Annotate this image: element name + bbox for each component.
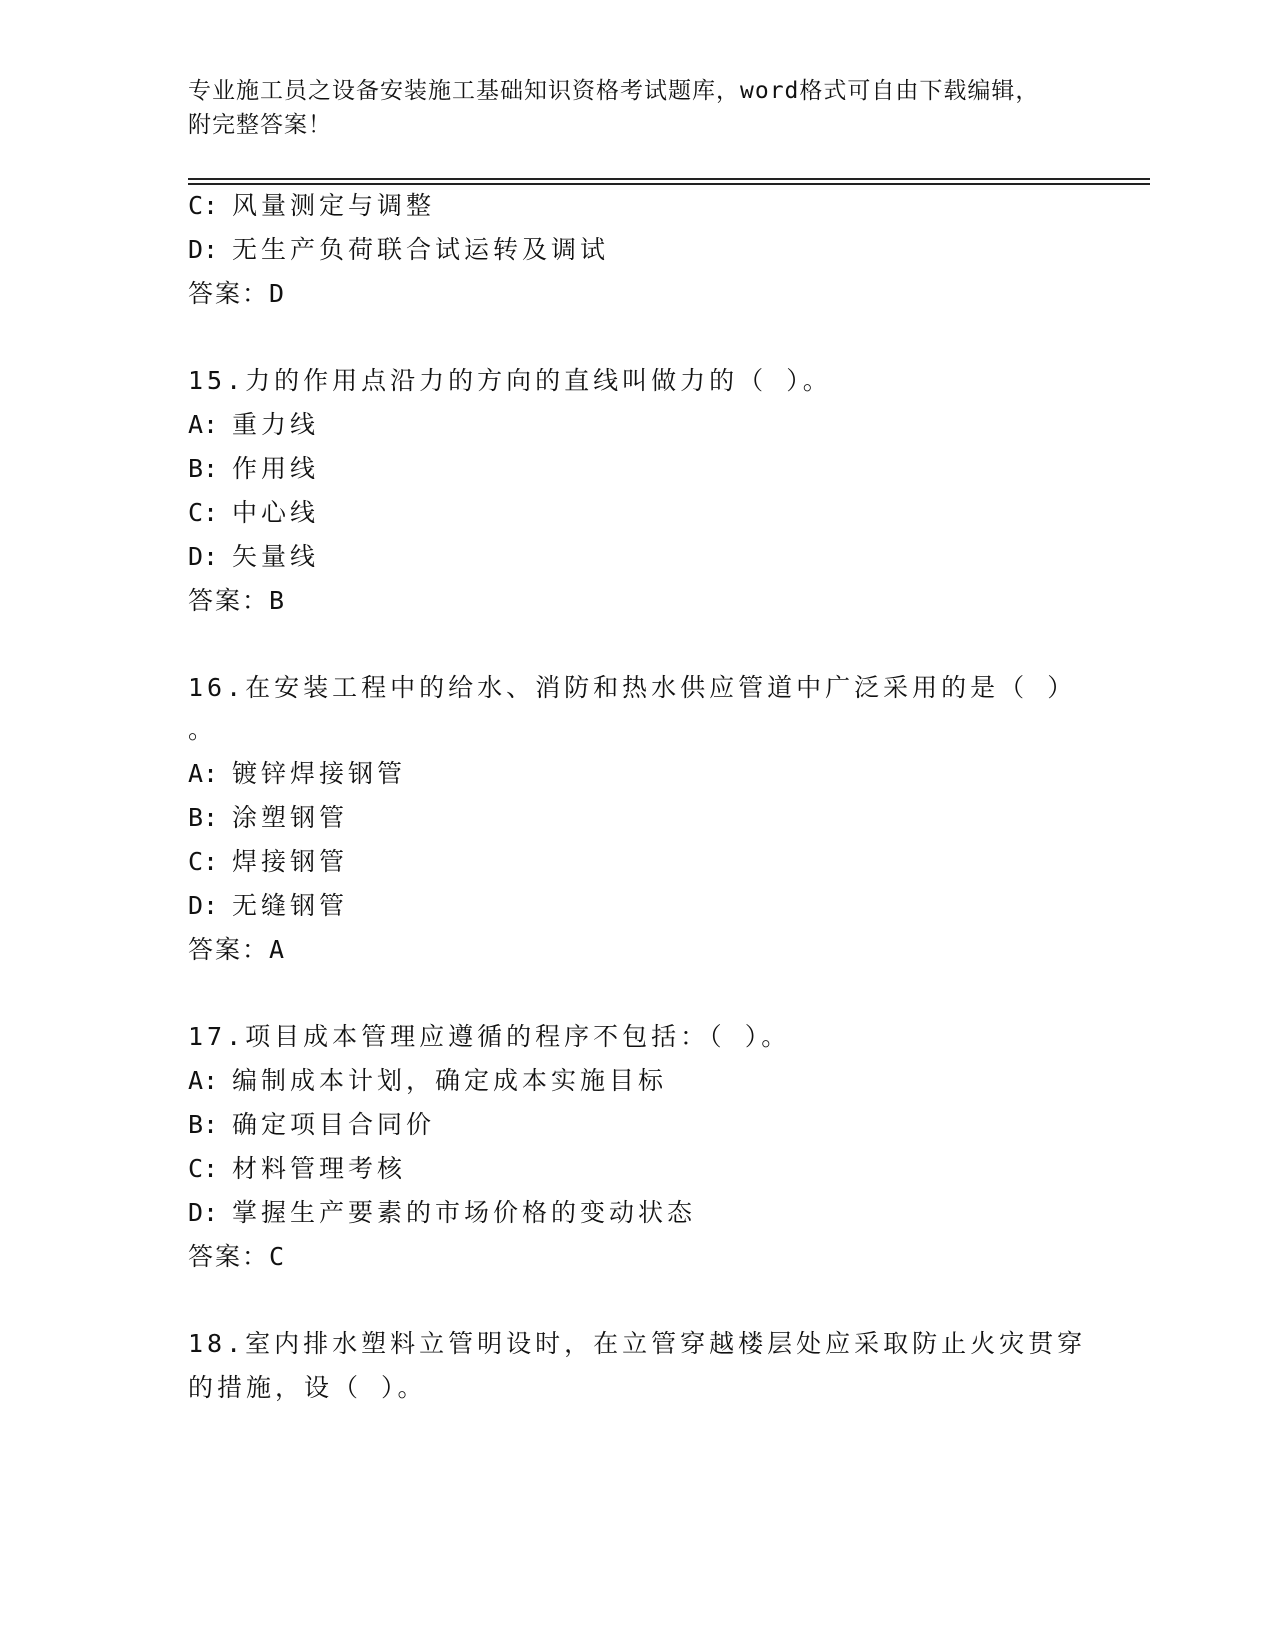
document-header: [188, 74, 1088, 142]
option-letter: D:: [188, 542, 219, 571]
option-d: [188, 890, 348, 922]
option-text: 中心线: [232, 498, 320, 527]
answer-value: B: [269, 586, 285, 615]
option-letter: B:: [188, 454, 219, 483]
option-letter: C:: [188, 498, 219, 527]
question-stem: 16.在安装工程中的给水、消防和热水供应管道中广泛采用的是（ ）: [188, 673, 1077, 702]
option-text: 矢量线: [232, 542, 320, 571]
option-letter: C:: [188, 191, 219, 220]
question-stem-continued: 。: [188, 715, 218, 744]
option-text: 掌握生产要素的市场价格的变动状态: [232, 1198, 697, 1227]
answer-label: 答案：: [188, 586, 270, 615]
option-letter: D:: [188, 891, 219, 920]
option-letter: A:: [188, 410, 219, 439]
option-text: 材料管理考核: [232, 1154, 407, 1183]
option-a: [188, 409, 319, 441]
answer-value: D: [269, 279, 285, 308]
answer-value: A: [269, 935, 285, 964]
answer-line: [188, 585, 284, 617]
answer-label: 答案：: [188, 935, 270, 964]
header-divider-top: [188, 178, 1150, 180]
answer-line: [188, 1241, 284, 1273]
question-stem-continued: 的措施，设（ ）。: [188, 1373, 427, 1402]
option-a: [188, 1065, 667, 1097]
option-letter: A:: [188, 1066, 219, 1095]
option-a: [188, 758, 406, 790]
option-text: 重力线: [232, 410, 320, 439]
option-letter: B:: [188, 803, 219, 832]
question-stem: 18.室内排水塑料立管明设时，在立管穿越楼层处应采取防止火灾贯穿: [188, 1329, 1087, 1358]
option-b: [188, 1109, 435, 1141]
option-text: 编制成本计划，确定成本实施目标: [232, 1066, 668, 1095]
option-c: [188, 1153, 406, 1185]
option-letter: D:: [188, 1198, 219, 1227]
option-letter: A:: [188, 759, 219, 788]
option-letter: C:: [188, 1154, 219, 1183]
question-stem: 15.力的作用点沿力的方向的直线叫做力的（ ）。: [188, 366, 832, 395]
option-d: [188, 541, 319, 573]
option-b: [188, 802, 348, 834]
question-stem: 17.项目成本管理应遵循的程序不包括：（ ）。: [188, 1022, 791, 1051]
option-c: [188, 497, 319, 529]
option-text: 无生产负荷联合试运转及调试: [232, 235, 610, 264]
header-divider-bottom: [188, 183, 1150, 185]
option-text: 镀锌焊接钢管: [232, 759, 407, 788]
option-d: [188, 234, 609, 266]
option-text: 涂塑钢管: [232, 803, 349, 832]
option-text: 风量测定与调整: [232, 191, 436, 220]
option-text: 无缝钢管: [232, 891, 349, 920]
option-text: 确定项目合同价: [232, 1110, 436, 1139]
option-letter: C:: [188, 847, 219, 876]
option-d: [188, 1197, 696, 1229]
header-line-1: 专业施工员之设备安装施工基础知识资格考试题库，word格式可自由下载编辑，: [188, 78, 1040, 104]
option-text: 焊接钢管: [232, 847, 349, 876]
option-c: [188, 846, 348, 878]
option-c: [188, 190, 435, 222]
answer-label: 答案：: [188, 1242, 270, 1271]
option-letter: D:: [188, 235, 219, 264]
answer-line: [188, 934, 284, 966]
header-line-2: 附完整答案！: [188, 112, 332, 138]
answer-label: 答案：: [188, 279, 270, 308]
option-b: [188, 453, 319, 485]
option-text: 作用线: [232, 454, 320, 483]
answer-value: C: [269, 1242, 285, 1271]
answer-line: [188, 278, 284, 310]
option-letter: B:: [188, 1110, 219, 1139]
